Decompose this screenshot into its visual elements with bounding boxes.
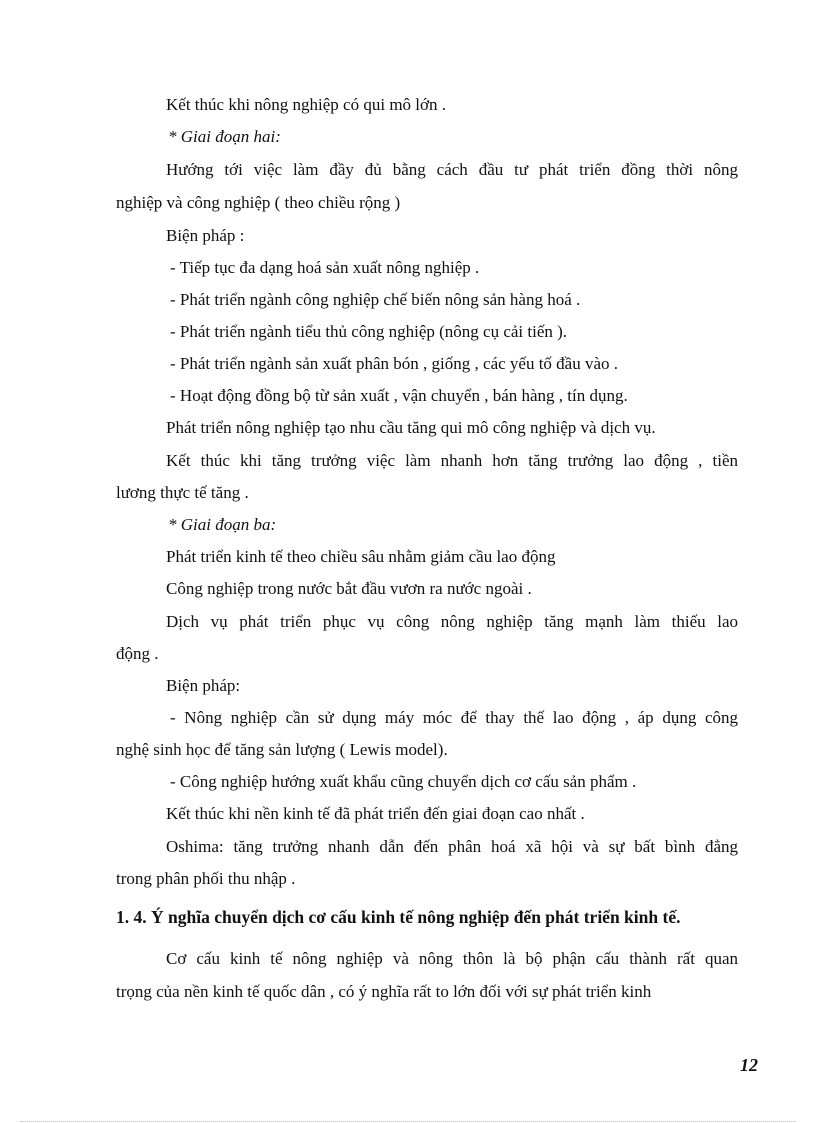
bullet-item: - Phát triển ngành công nghiệp chế biến nông sản hàng hoá . (170, 290, 581, 309)
text-line: động . (116, 644, 159, 663)
bullet-item: - Hoạt động đồng bộ từ sản xuất , vận chuyển , bán hàng , tín dụng. (170, 386, 628, 405)
text-line: Biện pháp: (166, 676, 241, 695)
bullet-item: - Phát triển ngành sản xuất phân bón , giống , các yếu tố đầu vào . (170, 354, 619, 373)
text-line: trọng của nền kinh tế quốc dân , có ý nghĩa rất to lớn đối với sự phát triển kinh (116, 982, 652, 1001)
bullet-item: - Tiếp tục đa dạng hoá sản xuất nông nghiệp . (170, 258, 480, 277)
text-line: Biện pháp : (166, 226, 245, 245)
text-line: Phát triển kinh tế theo chiều sâu nhằm giảm cầu lao động (166, 547, 556, 566)
text-line: nghệ sinh học để tăng sản lượng ( Lewis model). (116, 740, 448, 759)
text-line: Cơ cấu kinh tế nông nghiệp và nông thôn là bộ phận cấu thành rất quan (166, 949, 738, 968)
page-bottom-divider (20, 1121, 796, 1122)
text-line: Dịch vụ phát triển phục vụ công nông nghiệp tăng mạnh làm thiếu lao (166, 612, 738, 631)
bullet-item: - Nông nghiệp cần sử dụng máy móc để thay thế lao động , áp dụng công (170, 708, 738, 727)
text-line: Kết thúc khi nền kinh tế đã phát triển đến giai đoạn cao nhất . (166, 804, 585, 823)
text-line: Hướng tới việc làm đầy đủ bằng cách đầu tư phát triển đồng thời nông (166, 160, 738, 179)
section-subheading: * Giai đoạn ba: (168, 515, 277, 534)
text-line: Kết thúc khi nông nghiệp có qui mô lớn . (166, 95, 447, 114)
text-line: Oshima: tăng trưởng nhanh dẫn đến phân hoá xã hội và sự bất bình đẳng (166, 837, 738, 856)
bullet-item: - Phát triển ngành tiểu thủ công nghiệp (nông cụ cải tiến ). (170, 322, 568, 341)
text-line: Phát triển nông nghiệp tạo nhu cầu tăng qui mô công nghiệp và dịch vụ. (166, 418, 656, 437)
text-line: trong phân phối thu nhập . (116, 869, 296, 888)
text-line: Công nghiệp trong nước bắt đầu vươn ra nước ngoài . (166, 579, 532, 598)
page-number: 12 (740, 1055, 758, 1075)
text-line: Kết thúc khi tăng trưởng việc làm nhanh hơn tăng trưởng lao động , tiền (166, 451, 738, 470)
text-line: nghiệp và công nghiệp ( theo chiều rộng ) (116, 193, 401, 212)
section-subheading: * Giai đoạn hai: (168, 127, 281, 146)
section-heading: 1. 4. Ý nghĩa chuyển dịch cơ cấu kinh tế nông nghiệp đến phát triển kinh tế. (116, 907, 681, 927)
bullet-item: - Công nghiệp hướng xuất khẩu cũng chuyển dịch cơ cấu sản phẩm . (170, 772, 637, 791)
text-line: lương thực tế tăng . (116, 483, 249, 502)
